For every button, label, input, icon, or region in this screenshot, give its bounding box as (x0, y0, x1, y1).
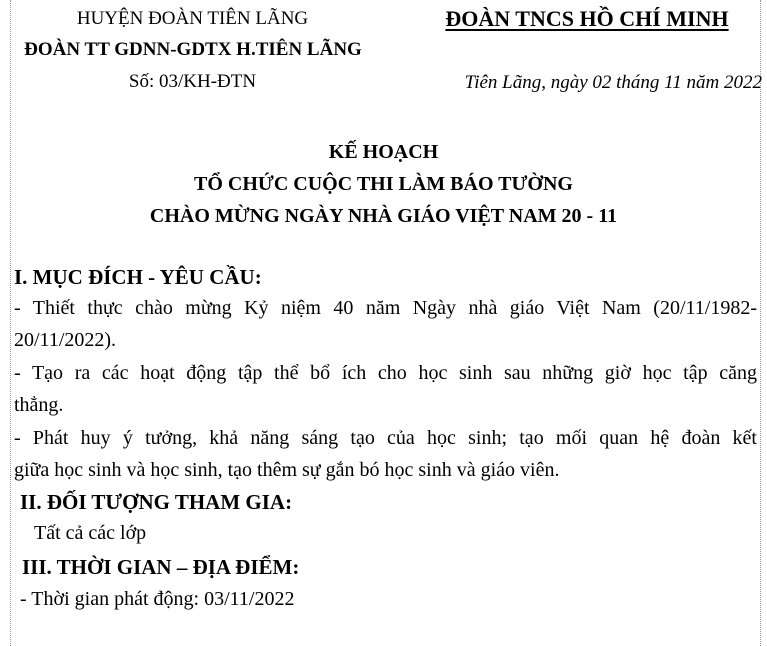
paragraph-3-line-1: - Phát huy ý tưởng, khả năng sáng tạo của học sinh; tạo mối quan hệ đoàn kết (14, 427, 757, 449)
document-title: KẾ HOẠCH (328, 141, 439, 163)
launch-date-text: - Thời gian phát động: 03/11/2022 (20, 588, 295, 610)
paragraph-2-line-2: thẳng. (14, 394, 64, 416)
paragraph-3-line-2: giữa học sinh và học sinh, tạo thêm sự gắn bó học sinh và giáo viên. (14, 459, 560, 481)
document-date: Tiên Lãng, ngày 02 tháng 11 năm 2022 (464, 72, 762, 93)
section-heading-participants: II. ĐỐI TƯỢNG THAM GIA: (20, 490, 293, 514)
right-margin-guide (760, 0, 761, 646)
paragraph-2-line-1: - Tạo ra các hoạt động tập thể bổ ích cho học sinh sau những giờ học tập căng (14, 362, 757, 384)
paragraph-1-line-2: 20/11/2022). (14, 329, 117, 351)
section-heading-time-location: III. THỜI GIAN – ĐỊA ĐIỂM: (22, 555, 300, 579)
section-heading-purpose: I. MỤC ĐÍCH - YÊU CẦU: (14, 265, 262, 289)
document-number: Số: 03/KH-ĐTN (128, 71, 257, 92)
header-district-union: HUYỆN ĐOÀN TIÊN LÃNG (76, 8, 309, 29)
header-organization: ĐOÀN TNCS HỒ CHÍ MINH (445, 6, 729, 31)
participants-text: Tất cả các lớp (34, 522, 147, 544)
header-center-union: ĐOÀN TT GDNN-GDTX H.TIÊN LÃNG (24, 39, 362, 60)
document-subtitle-2: CHÀO MỪNG NGÀY NHÀ GIÁO VIỆT NAM 20 - 11 (149, 205, 618, 227)
paragraph-1-line-1: - Thiết thực chào mừng Kỷ niệm 40 năm Ngày nhà giáo Việt Nam (20/11/1982- (14, 297, 757, 319)
document-subtitle-1: TỔ CHỨC CUỘC THI LÀM BÁO TƯỜNG (194, 173, 573, 195)
left-margin-guide (10, 0, 11, 646)
